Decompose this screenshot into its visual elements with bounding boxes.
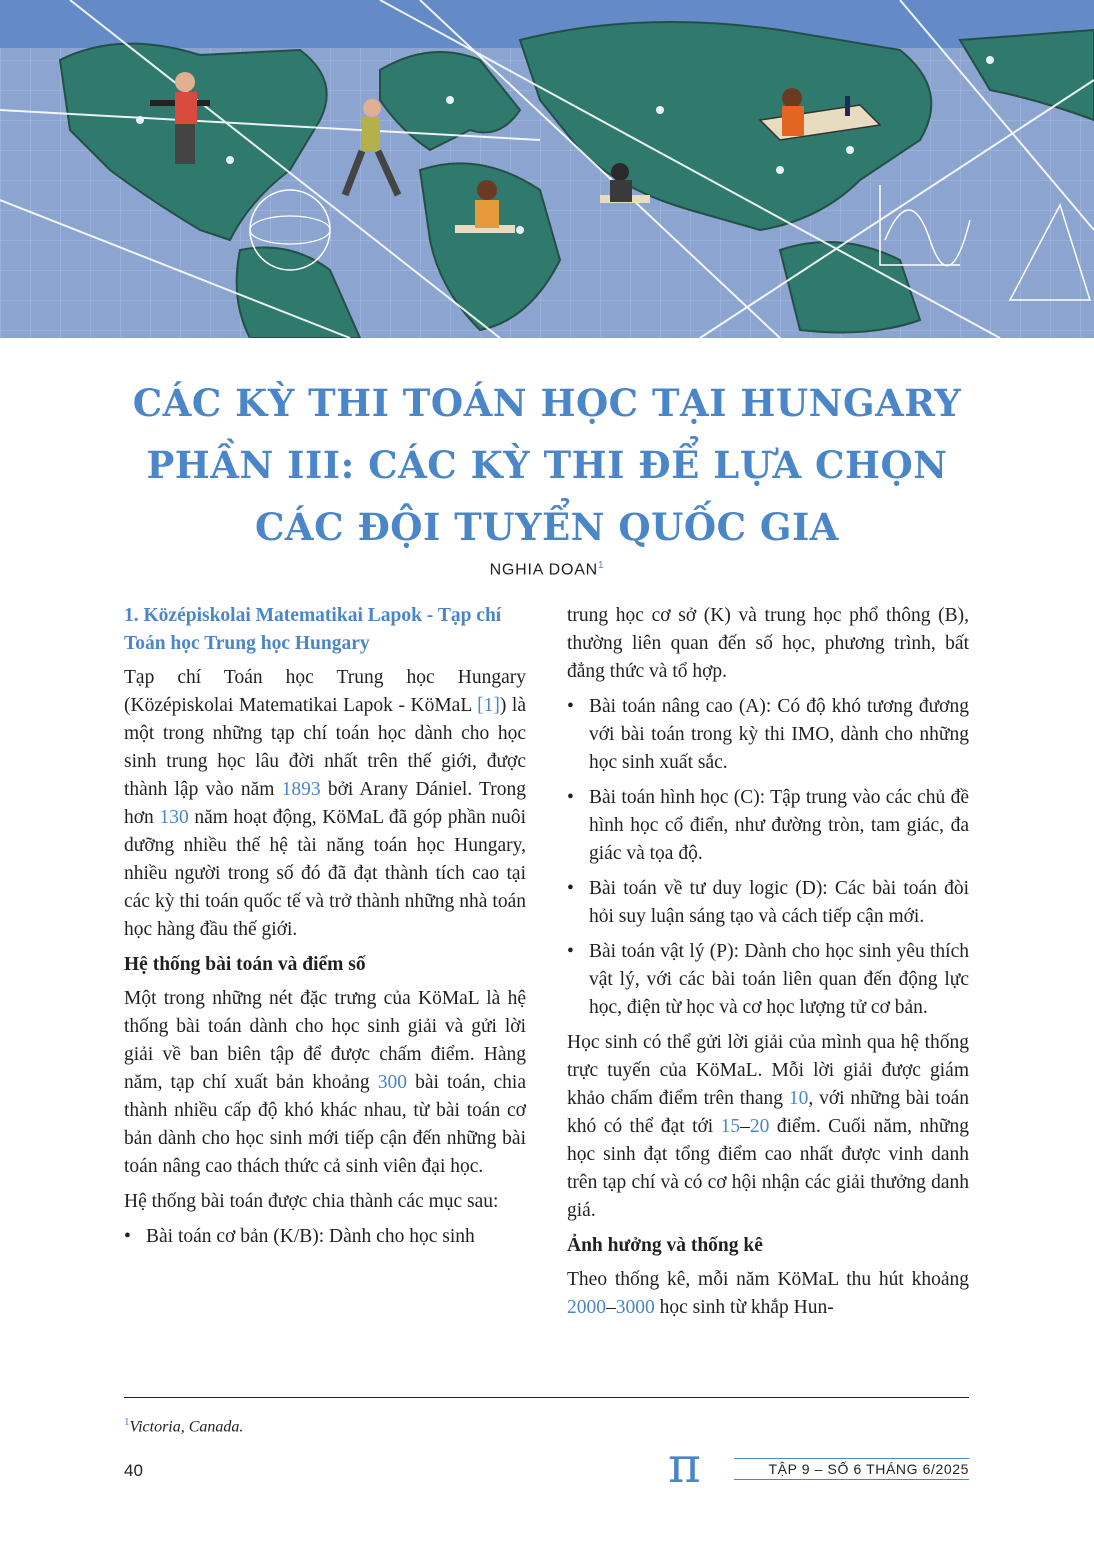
text-run: điểm. Cuối năm, những học sinh đạt tổng điểm cao nhất được vinh danh trên tạp chí và có cơ hội nhận các giải thưởng danh giá.: [567, 1116, 969, 1221]
section-heading-komal: 1. Középiskolai Matematikai Lapok - Tạp chí Toán học Trung học Hungary: [124, 605, 502, 654]
list-item: [567, 875, 969, 931]
title-line-1: CÁC KỲ THI TOÁN HỌC TẠI HUNGARY: [132, 381, 962, 425]
list-item: [567, 784, 969, 868]
footnote-divider: [124, 1397, 969, 1398]
citation-link[interactable]: [1]: [477, 695, 500, 716]
paragraph-stats: [567, 1266, 969, 1322]
text-run: bởi Arany Dániel. Trong hơn: [124, 779, 527, 828]
text-run: , với những bài toán khó có thể đạt tới: [567, 1088, 970, 1137]
text-run: bài toán, chia thành nhiều cấp độ khó khác nhau, từ bài toán cơ bản dành cho học sinh mới tiếp cận đến những bài toán nâng cao thách thức cả sinh viên đại học.: [124, 1072, 527, 1177]
right-column: [567, 602, 969, 1329]
text-run: Tạp chí Toán học Trung học Hungary (Középiskolai Matematikai Lapok - KöMaL: [124, 667, 526, 716]
pi-logo-icon: π: [668, 1436, 701, 1494]
bullet-icon: •: [567, 878, 574, 899]
footnote: [124, 1416, 243, 1436]
text-run: Theo thống kê, mỗi năm KöMaL thu hút khoảng: [567, 1269, 969, 1290]
world-map-illustration: [0, 0, 1094, 338]
paragraph-categories-intro: Hệ thống bài toán được chia thành các mục sau:: [124, 1191, 499, 1212]
number-highlight: 300: [377, 1072, 407, 1093]
list-item: [567, 693, 969, 777]
left-column: [124, 602, 526, 1258]
subheading-influence-stats: Ảnh hưởng và thống kê: [567, 1235, 763, 1256]
bullet-icon: •: [124, 1226, 131, 1247]
title-line-2: PHẦN III: CÁC KỲ THI ĐỂ LỰA CHỌN: [146, 443, 948, 487]
subheading-problem-system: Hệ thống bài toán và điểm số: [124, 954, 366, 975]
author-name: NGHIA DOAN: [489, 561, 599, 579]
number-highlight: 1893: [281, 779, 321, 800]
number-highlight: 15: [720, 1116, 741, 1137]
number-highlight: 3000: [615, 1297, 655, 1318]
paragraph-problem-system: [124, 985, 526, 1181]
list-item-text: Bài toán hình học (C): Tập trung vào các chủ đề hình học cổ điển, như đường tròn, tam giác, đa giác và tọa độ.: [589, 787, 969, 864]
issue-label: TẬP 9 – SỐ 6 THÁNG 6/2025: [734, 1458, 969, 1480]
author-byline: [0, 560, 1094, 579]
article-title: [0, 372, 1094, 558]
bullet-icon: •: [567, 941, 574, 962]
list-item: [124, 1223, 526, 1251]
text-run: ) là một trong những tạp chí toán học dành cho học sinh trung học lâu đời nhất trên thế giới, được thành lập vào năm: [124, 695, 526, 800]
paragraph-scoring: [567, 1029, 969, 1225]
text-run: năm hoạt động, KöMaL đã góp phần nuôi dưỡng nhiều thế hệ tài năng toán học Hungary, nhiều người trong số đó đã đạt thành tích cao tại các kỳ thi toán quốc tế và trở thành những nhà toán học hàng đầu thế giới.: [124, 807, 527, 940]
text-run: Học sinh có thể gửi lời giải của mình qua hệ thống trực tuyến của KöMaL. Mỗi lời giải được giám khảo chấm điểm trên thang: [567, 1032, 969, 1109]
footnote-text: Victoria, Canada.: [129, 1418, 244, 1436]
text-run: học sinh từ khắp Hun-: [654, 1297, 834, 1318]
header-illustration: [0, 0, 1094, 338]
list-item-text: Bài toán cơ bản (K/B): Dành cho học sinh: [146, 1226, 475, 1247]
bullet-icon: •: [567, 787, 574, 808]
bullet-icon: •: [567, 696, 574, 717]
paragraph-komal-intro: [124, 664, 526, 944]
list-item-text: Bài toán vật lý (P): Dành cho học sinh yêu thích vật lý, với các bài toán liên quan đến động lực học, điện từ học và cơ học lượng tử cơ bản.: [589, 941, 969, 1018]
footnote-mark: 1: [124, 1416, 130, 1428]
text-run: –: [740, 1116, 750, 1137]
number-highlight: 2000: [567, 1297, 606, 1318]
list-item: [567, 938, 969, 1022]
title-line-3: CÁC ĐỘI TUYỂN QUỐC GIA: [254, 505, 840, 549]
author-footnote-mark: 1: [598, 560, 605, 571]
list-item-text: Bài toán về tư duy logic (D): Các bài toán đòi hỏi suy luận sáng tạo và cách tiếp cận mới.: [589, 878, 969, 927]
number-highlight: 10: [788, 1088, 809, 1109]
text-run: Một trong những nét đặc trưng của KöMaL là hệ thống bài toán dành cho học sinh giải và gửi lời giải về ban biên tập để được chấm điểm. Hàng năm, tạp chí xuất bản khoảng: [124, 988, 526, 1093]
paragraph-continuation: trung học cơ sở (K) và trung học phổ thông (B), thường liên quan đến số học, phương trình, bất đẳng thức và tổ hợp.: [567, 605, 969, 682]
list-item-text: Bài toán nâng cao (A): Có độ khó tương đương với bài toán trong kỳ thi IMO, dành cho những học sinh xuất sắc.: [589, 696, 969, 773]
page-number: 40: [124, 1461, 143, 1480]
number-highlight: 20: [749, 1116, 770, 1137]
number-highlight: 130: [159, 807, 189, 828]
text-run: –: [606, 1297, 616, 1318]
